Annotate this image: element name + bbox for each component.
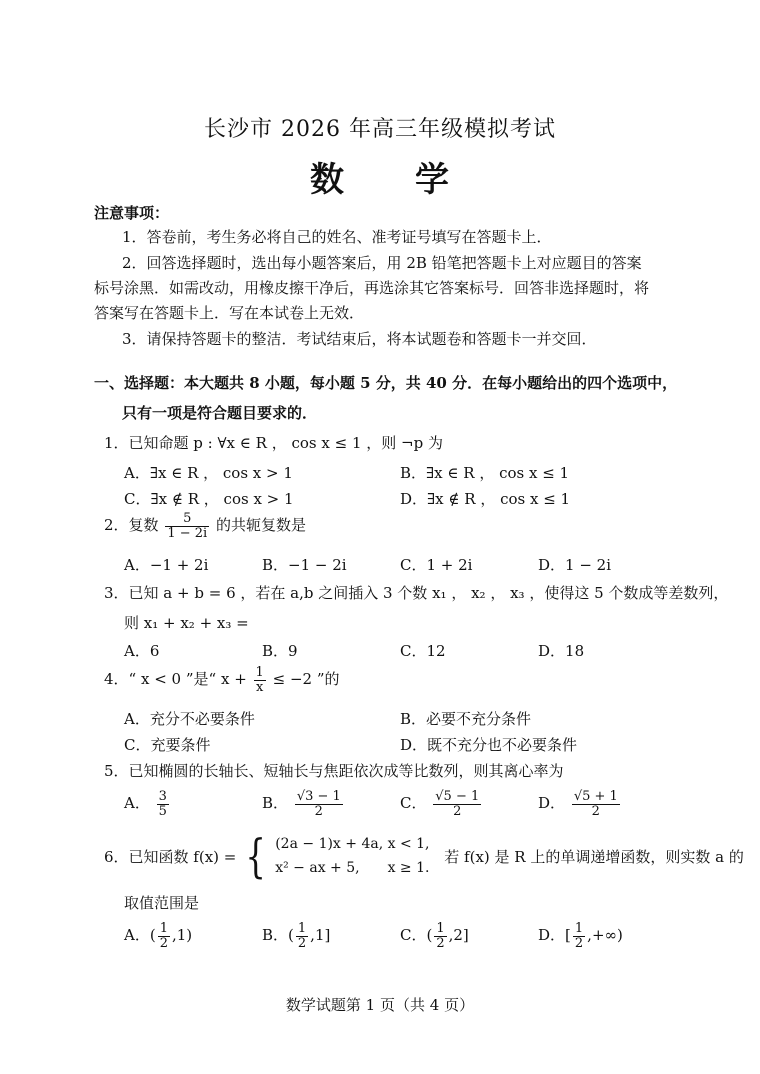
question-6-stem-cont: 取值范围是 [124, 894, 200, 912]
question-1-stem: 1．已知命题 p : ∀x ∈ R ， cos x ≤ 1 ，则 ¬p 为 [104, 434, 443, 452]
question-3-stem: 3．已知 a + b = 6 ，若在 a,b 之间插入 3 个数 x₁ ， x₂ ， x₃ ，使得这 5 个数成等差数列， [104, 584, 729, 602]
question-2-suffix: 的共轭复数是 [215, 516, 306, 535]
question-6-option-a-fraction [158, 922, 170, 950]
question-2-option-b: B．−1 − 2i [262, 556, 347, 574]
question-5-option-d [538, 790, 622, 818]
question-6-option-d-open: [ [565, 926, 571, 945]
question-6-option-c-open: ( [426, 926, 433, 945]
question-6-option-b [262, 922, 330, 950]
question-1-option-b: B．∃x ∈ R ， cos x ≤ 1 [400, 464, 570, 482]
question-2-prefix: 2．复数 [104, 516, 159, 535]
question-5-option-b [262, 790, 345, 818]
notice-item-3: 3．请保持答题卡的整洁．考试结束后，将本试题卷和答题卡一并交回． [122, 330, 597, 348]
question-3-option-b: B．9 [262, 642, 298, 660]
question-2-option-c: C．1 + 2i [400, 556, 473, 574]
question-6-option-c-num: 1 [436, 921, 445, 936]
question-4-stem [104, 666, 340, 694]
page-footer: 数学试题第 1 页（共 4 页） [285, 996, 475, 1014]
question-5-option-b-label: B． [262, 794, 289, 813]
question-2-stem [104, 512, 306, 540]
question-2-fraction-num: 5 [165, 512, 209, 527]
question-6-option-d [538, 922, 623, 950]
question-2-option-a: A．−1 + 2i [124, 556, 209, 574]
question-6-case-1: (2a − 1)x + 4a, x < 1, [275, 836, 430, 852]
question-4-option-c: C．充要条件 [124, 736, 211, 754]
question-6-cases [275, 832, 429, 880]
question-2-fraction [165, 512, 209, 540]
question-6-option-d-label: D． [538, 926, 566, 945]
question-5-option-d-num: √5 + 1 [573, 789, 618, 804]
question-5-option-b-fraction [295, 790, 343, 818]
question-1-option-c: C．∃x ∉ R ， cos x > 1 [124, 490, 294, 508]
question-6-option-a-label: A． [124, 926, 150, 945]
question-4-fraction-den: x [256, 679, 264, 695]
question-3-option-d: D．18 [538, 642, 585, 660]
question-6-option-c-label: C． [400, 926, 427, 945]
question-5-option-a-den: 5 [158, 803, 167, 819]
question-6-option-d-close: ,+∞) [587, 926, 623, 945]
question-4-option-b: B．必要不充分条件 [400, 710, 532, 728]
question-4-option-a: A．充分不必要条件 [124, 710, 255, 728]
question-2-option-d: D．1 − 2i [538, 556, 612, 574]
question-5-option-d-fraction [572, 790, 620, 818]
question-6-option-b-open: ( [288, 926, 294, 945]
question-6-option-c-fraction [434, 922, 446, 950]
exam-subject: 数 学 [310, 160, 450, 200]
question-6-prefix: 6．已知函数 f(x) = [104, 847, 237, 866]
question-5-option-c [400, 790, 483, 818]
question-6-option-d-num: 1 [574, 921, 584, 936]
question-6-option-b-close: ,1] [310, 926, 331, 945]
question-6-option-b-fraction [296, 922, 308, 950]
notice-heading: 注意事项： [94, 204, 170, 222]
question-6-option-c [400, 922, 469, 950]
question-5-option-a-fraction [157, 790, 169, 818]
notice-item-1: 1．答卷前，考生务必将自己的姓名、准考证号填写在答题卡上． [122, 228, 552, 246]
question-6-option-d-den: 2 [574, 935, 584, 951]
question-6-case-2: x² − ax + 5, x ≥ 1. [275, 860, 430, 876]
notice-item-2-cont2: 答案写在答题卡上．写在本试卷上无效． [94, 304, 365, 322]
question-4-fraction [254, 666, 266, 694]
question-6-option-b-num: 1 [297, 921, 307, 936]
exam-title: 长沙市 2026 年高三年级模拟考试 [204, 117, 556, 142]
notice-item-2-cont: 标号涂黑．如需改动，用橡皮擦干净后，再选涂其它答案标号．回答非选择题时，将 [94, 279, 650, 297]
question-4-fraction-num: 1 [255, 665, 264, 680]
question-5-option-c-label: C． [400, 794, 427, 813]
question-6-option-c-close: ,2] [448, 926, 469, 945]
question-6-option-b-den: 2 [297, 935, 307, 951]
question-6-option-a-num: 1 [159, 921, 168, 936]
question-5-option-a-label: A． [124, 794, 150, 813]
question-3-option-a: A．6 [124, 642, 160, 660]
question-5-option-b-den: 2 [314, 803, 323, 819]
question-3-stem-cont: 则 x₁ + x₂ + x₃ = [124, 614, 249, 632]
question-5-option-b-num: √3 − 1 [296, 789, 341, 804]
question-4-suffix: ≤ −2 ”的 [272, 670, 340, 689]
question-5-option-a [124, 790, 171, 818]
question-6-option-d-fraction [573, 922, 585, 950]
question-5-option-d-label: D． [538, 794, 566, 813]
question-5-option-c-fraction [433, 790, 481, 818]
question-1-option-a: A．∃x ∈ R ， cos x > 1 [124, 464, 293, 482]
question-6-option-a [124, 922, 192, 950]
question-6-suffix: 若 f(x) 是 R 上的单调递增函数，则实数 a 的 [444, 847, 744, 866]
question-6-stem [104, 829, 744, 883]
question-5-option-c-num: √5 − 1 [435, 789, 480, 804]
question-6-option-a-den: 2 [159, 935, 168, 951]
question-5-stem: 5．已知椭圆的长轴长、短轴长与焦距依次成等比数列，则其离心率为 [104, 762, 564, 780]
section-heading-cont: 只有一项是符合题目要求的． [122, 404, 318, 422]
question-4-prefix: 4．“ x < 0 ”是“ x + [104, 670, 247, 689]
question-6-option-a-close: ,1) [171, 926, 193, 945]
question-1-option-d: D．∃x ∉ R ， cos x ≤ 1 [400, 490, 571, 508]
piecewise-brace-icon: { [245, 829, 267, 883]
question-5-option-d-den: 2 [591, 803, 600, 819]
question-3-option-c: C．12 [400, 642, 446, 660]
question-4-option-d: D．既不充分也不必要条件 [400, 736, 578, 754]
question-6-option-b-label: B． [262, 926, 289, 945]
question-6-option-c-den: 2 [436, 935, 445, 951]
notice-item-2: 2．回答选择题时，选出每小题答案后，用 2B 铅笔把答题卡上对应题目的答案 [122, 254, 642, 272]
section-heading: 一、选择题：本大题共 8 小题，每小题 5 分，共 40 分．在每小题给出的四个选项中， [94, 374, 678, 392]
question-5-option-a-num: 3 [158, 789, 167, 804]
question-5-option-c-den: 2 [453, 803, 462, 819]
question-2-fraction-den: 1 − 2i [167, 525, 208, 541]
question-6-option-a-open: ( [149, 926, 156, 945]
